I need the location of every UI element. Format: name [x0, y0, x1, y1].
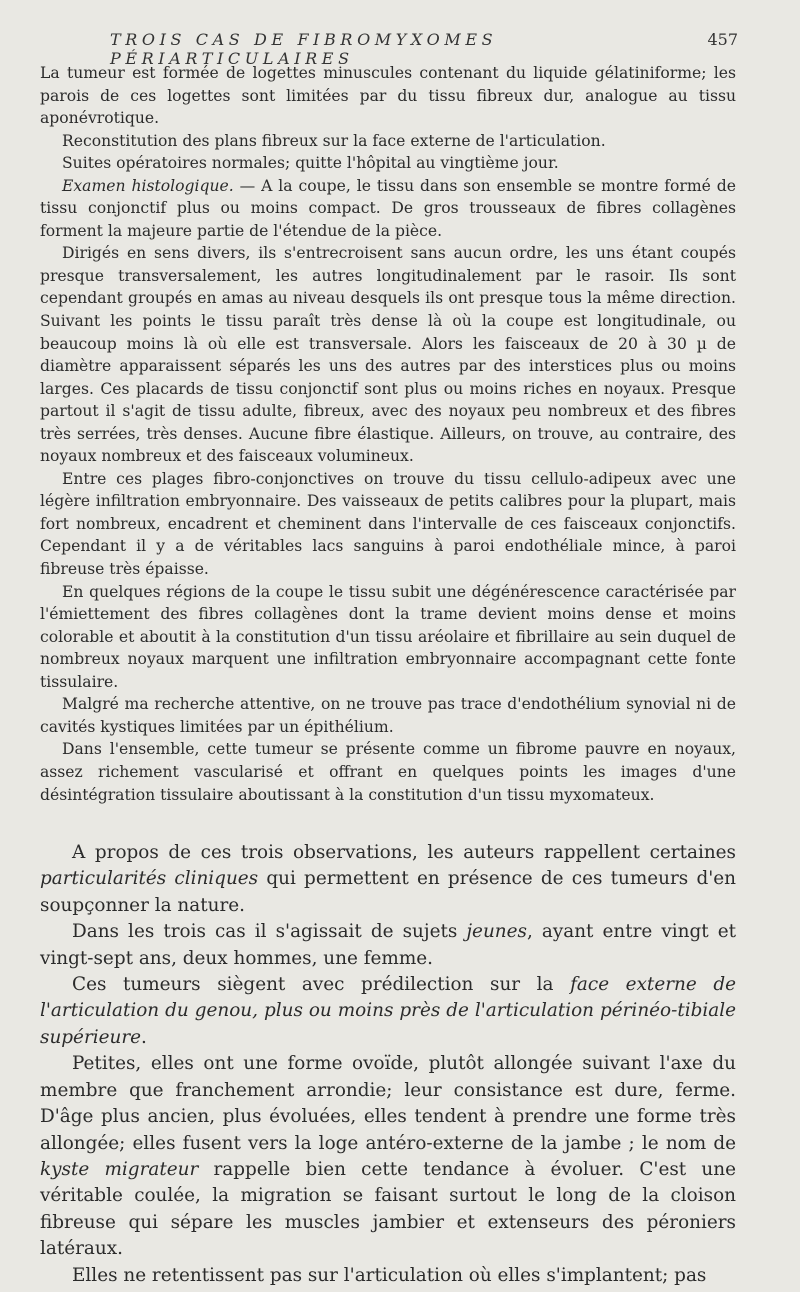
running-title: TROIS CAS DE FIBROMYXOMES PÉRIARTICULAIRES [110, 30, 498, 68]
paragraph: En quelques régions de la coupe le tissu subit une dégénérescence caractérisée par l'émiettement des fibres collagènes dont la trame devient moins dense et moins colorable et aboutit à la constitution d'un tissu aréolaire et fibrillaire au sein duquel de nombreux noyaux marquent une infiltration embryonnaire accompagnant cette fonte tissulaire. [40, 582, 736, 691]
paragraph: Ces tumeurs siègent avec prédilection sur la face externe de l'articulation du genou, plus ou moins près de l'articulation périnéo-tibiale supérieure. [40, 974, 736, 1048]
section-heading: Examen histologique. [62, 176, 234, 195]
paragraph: La tumeur est formée de logettes minuscules contenant du liquide gélatiniforme; les parois de ces logettes sont limitées par du tissu fibreux dur, analogue au tissu aponévrotique. [40, 64, 736, 128]
paragraph: Examen histologique. — A la coupe, le tissu dans son ensemble se montre formé de tissu conjonctif plus ou moins compact. De gros trousseaux de fibres collagènes forment la majeure partie de l'étendue de la pièce. [40, 176, 736, 240]
paragraph: Petites, elles ont une forme ovoïde, plutôt allongée suivant l'axe du membre que franchement arrondie; leur consistance est dure, ferme. D'âge plus ancien, plus évoluées, elles tendent à prendre une forme très allongée; elles fusent vers la loge antéro-externe de la jambe ; le nom de kyste migrateur rappelle bien cette tendance à évoluer. C'est une véritable coulée, la migration se faisant surtout le long de la cloison fibreuse qui sépare les muscles jambier et extenseurs des péroniers latéraux. [40, 1053, 736, 1260]
paragraph: Dans les trois cas il s'agissait de sujets jeunes, ayant entre vingt et vingt-sept ans, deux hommes, une femme. [40, 921, 736, 969]
paragraph: Malgré ma recherche attentive, on ne trouve pas trace d'endothélium synovial ni de cavités kystiques limitées par un épithélium. [40, 695, 736, 736]
paragraph: Elles ne retentissent pas sur l'articulation où elles s'implantent; pas [72, 1264, 707, 1286]
paragraph: Suites opératoires normales; quitte l'hôpital au vingtième jour. [62, 154, 559, 173]
page-number: 457 [707, 30, 738, 49]
paragraph: Reconstitution des plans fibreux sur la face externe de l'articulation. [62, 131, 606, 150]
paragraph: Dirigés en sens divers, ils s'entrecroisent sans aucun ordre, les uns étant coupés presque transversalement, les autres longitudinalement par le rasoir. Ils sont cependant groupés en amas au niveau desquels ils ont presque tous la même direction. Suivant les points le tissu paraît très dense là où la coupe est longitudinale, ou beaucoup moins là où elle est transversale. Alors les faisceaux de 20 à 30 µ de diamètre apparaissent séparés les uns des autres par des interstices plus ou moins larges. Ces placards de tissu conjonctif sont plus ou moins riches en noyaux. Presque partout il s'agit de tissu adulte, fibreux, avec des noyaux peu nombreux et des fibres très serrées, très denses. Aucune fibre élastique. Ailleurs, on trouve, au contraire, des noyaux nombreux et des faisceaux volumineux. [40, 244, 736, 466]
paragraph: A propos de ces trois observations, les auteurs rappellent certaines particularités cliniques qui permettent en présence de ces tumeurs d'en soupçonner la nature. [40, 842, 737, 916]
paragraph: Dans l'ensemble, cette tumeur se présente comme un fibrome pauvre en noyaux, assez richement vascularisé et offrant en quelques points les images d'une désintégration tissulaire aboutissant à la constitution d'un tissu myxomateux. [40, 740, 736, 804]
discussion-text [40, 840, 736, 1289]
running-header [40, 24, 738, 68]
paragraph: Entre ces plages fibro-conjonctives on trouve du tissu cellulo-adipeux avec une légère infiltration embryonnaire. Des vaisseaux de petits calibres pour la plupart, mais fort nombreux, encadrent et cheminent dans l'intervalle de ces faisceaux conjonctifs. Cependant il y a de véritables lacs sanguins à paroi endothéliale mince, à paroi fibreuse très épaisse. [40, 469, 736, 579]
observation-text [40, 62, 736, 806]
